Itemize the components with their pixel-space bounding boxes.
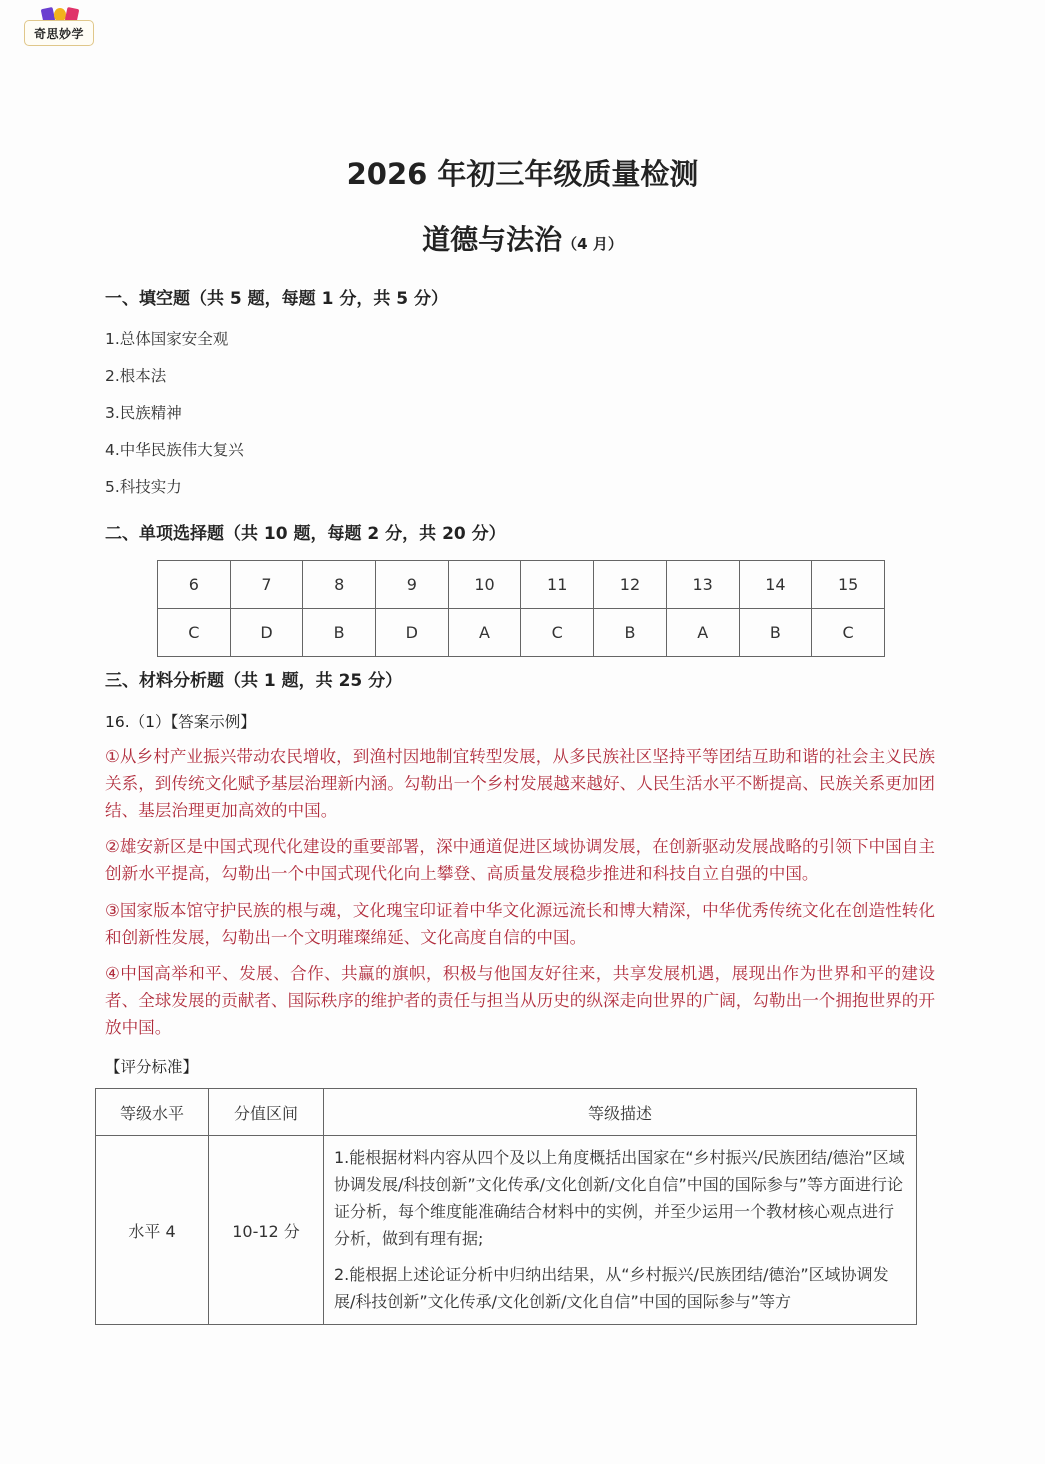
section2-heading: 二、单项选择题（共 10 题，每题 2 分，共 20 分） [105,524,506,544]
fill-answer: 1.总体国家安全观 [105,330,229,348]
choice-answer: D [230,609,303,657]
rubric-label: 【评分标准】 [105,1058,199,1076]
question-number: 9 [375,561,448,609]
answer-paragraph-1: ①从乡村产业振兴带动农民增收，到渔村因地制宜转型发展，从多民族社区坚持平等团结互助和谐的社会主义民族关系，到传统文化赋予基层治理新内涵。勾勒出一个乡村发展越来越好、人民生活水平不断提高、民族关系更加团结、基层治理更加高效的中国。 [105,747,935,820]
question-number-row [158,561,885,609]
question-number: 12 [594,561,667,609]
answer-paragraph-4: ④中国高举和平、发展、合作、共赢的旗帜，积极与他国友好往来，共享发展机遇，展现出作为世界和平的建设者、全球发展的贡献者、国际秩序的维护者的责任与担当从历史的纵深走向世界的广阔，勾勒出一个拥抱世界的开放中国。 [105,964,935,1037]
fill-answer: 5.科技实力 [105,478,182,496]
choice-answer: B [739,609,812,657]
choice-answer: B [594,609,667,657]
fill-answer: 3.民族精神 [105,404,182,422]
header-level: 等级水平 [96,1089,209,1136]
header-score: 分值区间 [209,1089,324,1136]
criterion-2: 2.能根据上述论证分析中归纳出结果，从“乡村振兴/民族团结/德治”区域协调发展/科技创新”文化传承/文化创新/文化自信”中国的国际参与”等方 [334,1265,889,1311]
answer-paragraph-3: ③国家版本馆守护民族的根与魂，文化瑰宝印证着中华文化源远流长和博大精深，中华优秀传统文化在创造性转化和创新性发展，勾勒出一个文明璀璨绵延、文化高度自信的中国。 [105,901,935,947]
score-cell: 10-12 分 [209,1136,324,1325]
logo-text: 奇思妙学 [24,20,94,46]
subject-name: 道德与法治 [422,223,563,256]
fill-answer: 2.根本法 [105,367,167,385]
choice-answer: D [375,609,448,657]
description-cell [324,1136,917,1325]
choice-answer: A [448,609,521,657]
rubric-row [96,1136,917,1325]
section3-heading: 三、材料分析题（共 1 题，共 25 分） [105,671,403,691]
question-number: 13 [666,561,739,609]
question-number: 14 [739,561,812,609]
rubric-header-row [96,1089,917,1136]
exam-title: 2026 年初三年级质量检测 [346,157,699,191]
answer-paragraph-2: ②雄安新区是中国式现代化建设的重要部署，深中通道促进区域协调发展，在创新驱动发展战略的引领下中国自主创新水平提高，勾勒出一个中国式现代化向上攀登、高质量发展稳步推进和科技自立自强的中国。 [105,837,935,883]
question-number: 6 [158,561,231,609]
criterion-1: 1.能根据材料内容从四个及以上角度概括出国家在“乡村振兴/民族团结/德治”区域协调发展/科技创新”文化传承/文化创新/文化自信”中国的国际参与”等方面进行论证分析，每个维度能准确结合材料中的实例，并至少运用一个教材核心观点进行分析，做到有理有据; [334,1148,905,1248]
question-number: 10 [448,561,521,609]
choice-answer: C [158,609,231,657]
choice-answer: B [303,609,376,657]
question-16-label: 16.（1）【答案示例】 [105,713,256,731]
choice-answer: C [812,609,885,657]
header-description: 等级描述 [324,1089,917,1136]
choice-answer: C [521,609,594,657]
choice-answer-table [157,560,885,657]
rubric-table [95,1088,917,1325]
level-cell: 水平 4 [96,1136,209,1325]
exam-month: （4 月） [562,235,623,253]
section1-heading: 一、填空题（共 5 题，每题 1 分，共 5 分） [105,289,448,309]
choice-answer: A [666,609,739,657]
question-number: 15 [812,561,885,609]
question-number: 7 [230,561,303,609]
answer-row [158,609,885,657]
question-number: 11 [521,561,594,609]
fill-answer: 4.中华民族伟大复兴 [105,441,244,459]
question-number: 8 [303,561,376,609]
subject-title [0,218,1045,258]
brand-logo [24,6,96,48]
